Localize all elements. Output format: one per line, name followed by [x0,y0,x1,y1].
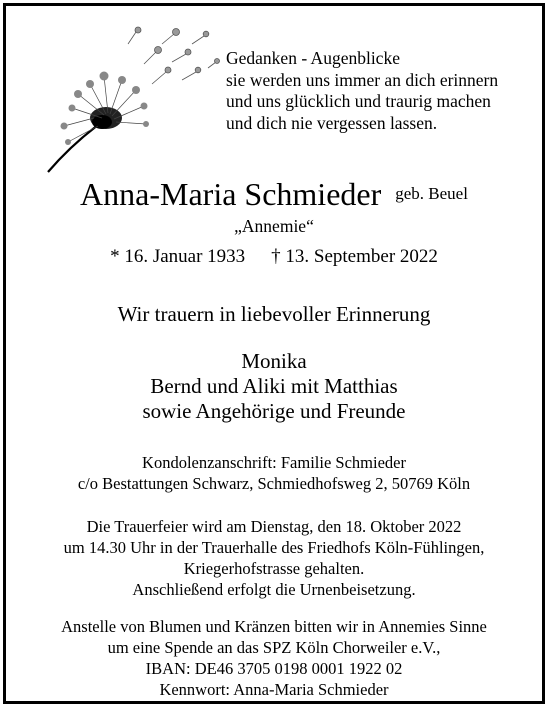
poem-line: und uns glücklich und traurig machen [226,91,491,111]
funeral-line: Anschließend erfolgt die Urnenbeisetzung. [132,580,416,599]
poem-line: und dich nie vergessen lassen. [226,112,438,133]
family-line: Bernd und Aliki mit Matthias [150,374,398,398]
birth-date: * 16. Januar 1933 [110,246,246,267]
donation-line: Kennwort: Anna-Maria Schmieder [159,680,389,699]
condolence-line: Kondolenzanschrift: Familie Schmieder [142,453,406,472]
poem-line: Gedanken - Augenblicke [226,48,400,68]
donation-info [6,616,542,700]
deceased-name: Anna-Maria Schmieder [80,176,382,212]
deceased-name-line [6,176,542,213]
donation-line: IBAN: DE46 3705 0198 0001 1922 02 [145,659,403,678]
life-dates [6,246,542,268]
condolence-line: c/o Bestattungen Schwarz, Schmiedhofsweg 2, 50769 Köln [77,474,471,493]
family-list [6,349,542,424]
family-line: Monika [241,349,307,373]
poem-line: sie werden uns immer an dich erinnern [226,69,499,90]
donation-line: Anstelle von Blumen und Kränzen bitten wir in Annemies Sinne [61,617,487,636]
condolence-address [6,452,542,494]
death-date: † 13. September 2022 [271,246,438,267]
funeral-line: um 14.30 Uhr in der Trauerhalle des Friedhofs Köln-Fühlingen, [63,538,485,557]
funeral-info [6,516,542,600]
birth-name: geb. Beuel [395,184,468,203]
funeral-line: Die Trauerfeier wird am Dienstag, den 18. Oktober 2022 [86,517,462,536]
donation-line: um eine Spende an das SPZ Köln Chorweiler e.V., [107,638,441,657]
dandelion-icon [32,14,222,184]
funeral-line: Kriegerhofstrasse gehalten. [183,559,365,578]
family-line: sowie Angehörige und Freunde [142,399,406,423]
obituary-card [3,3,545,704]
mourning-line: Wir trauern in liebevoller Erinnerung [117,302,431,326]
poem [226,48,498,134]
nickname: „Annemie“ [234,216,314,236]
